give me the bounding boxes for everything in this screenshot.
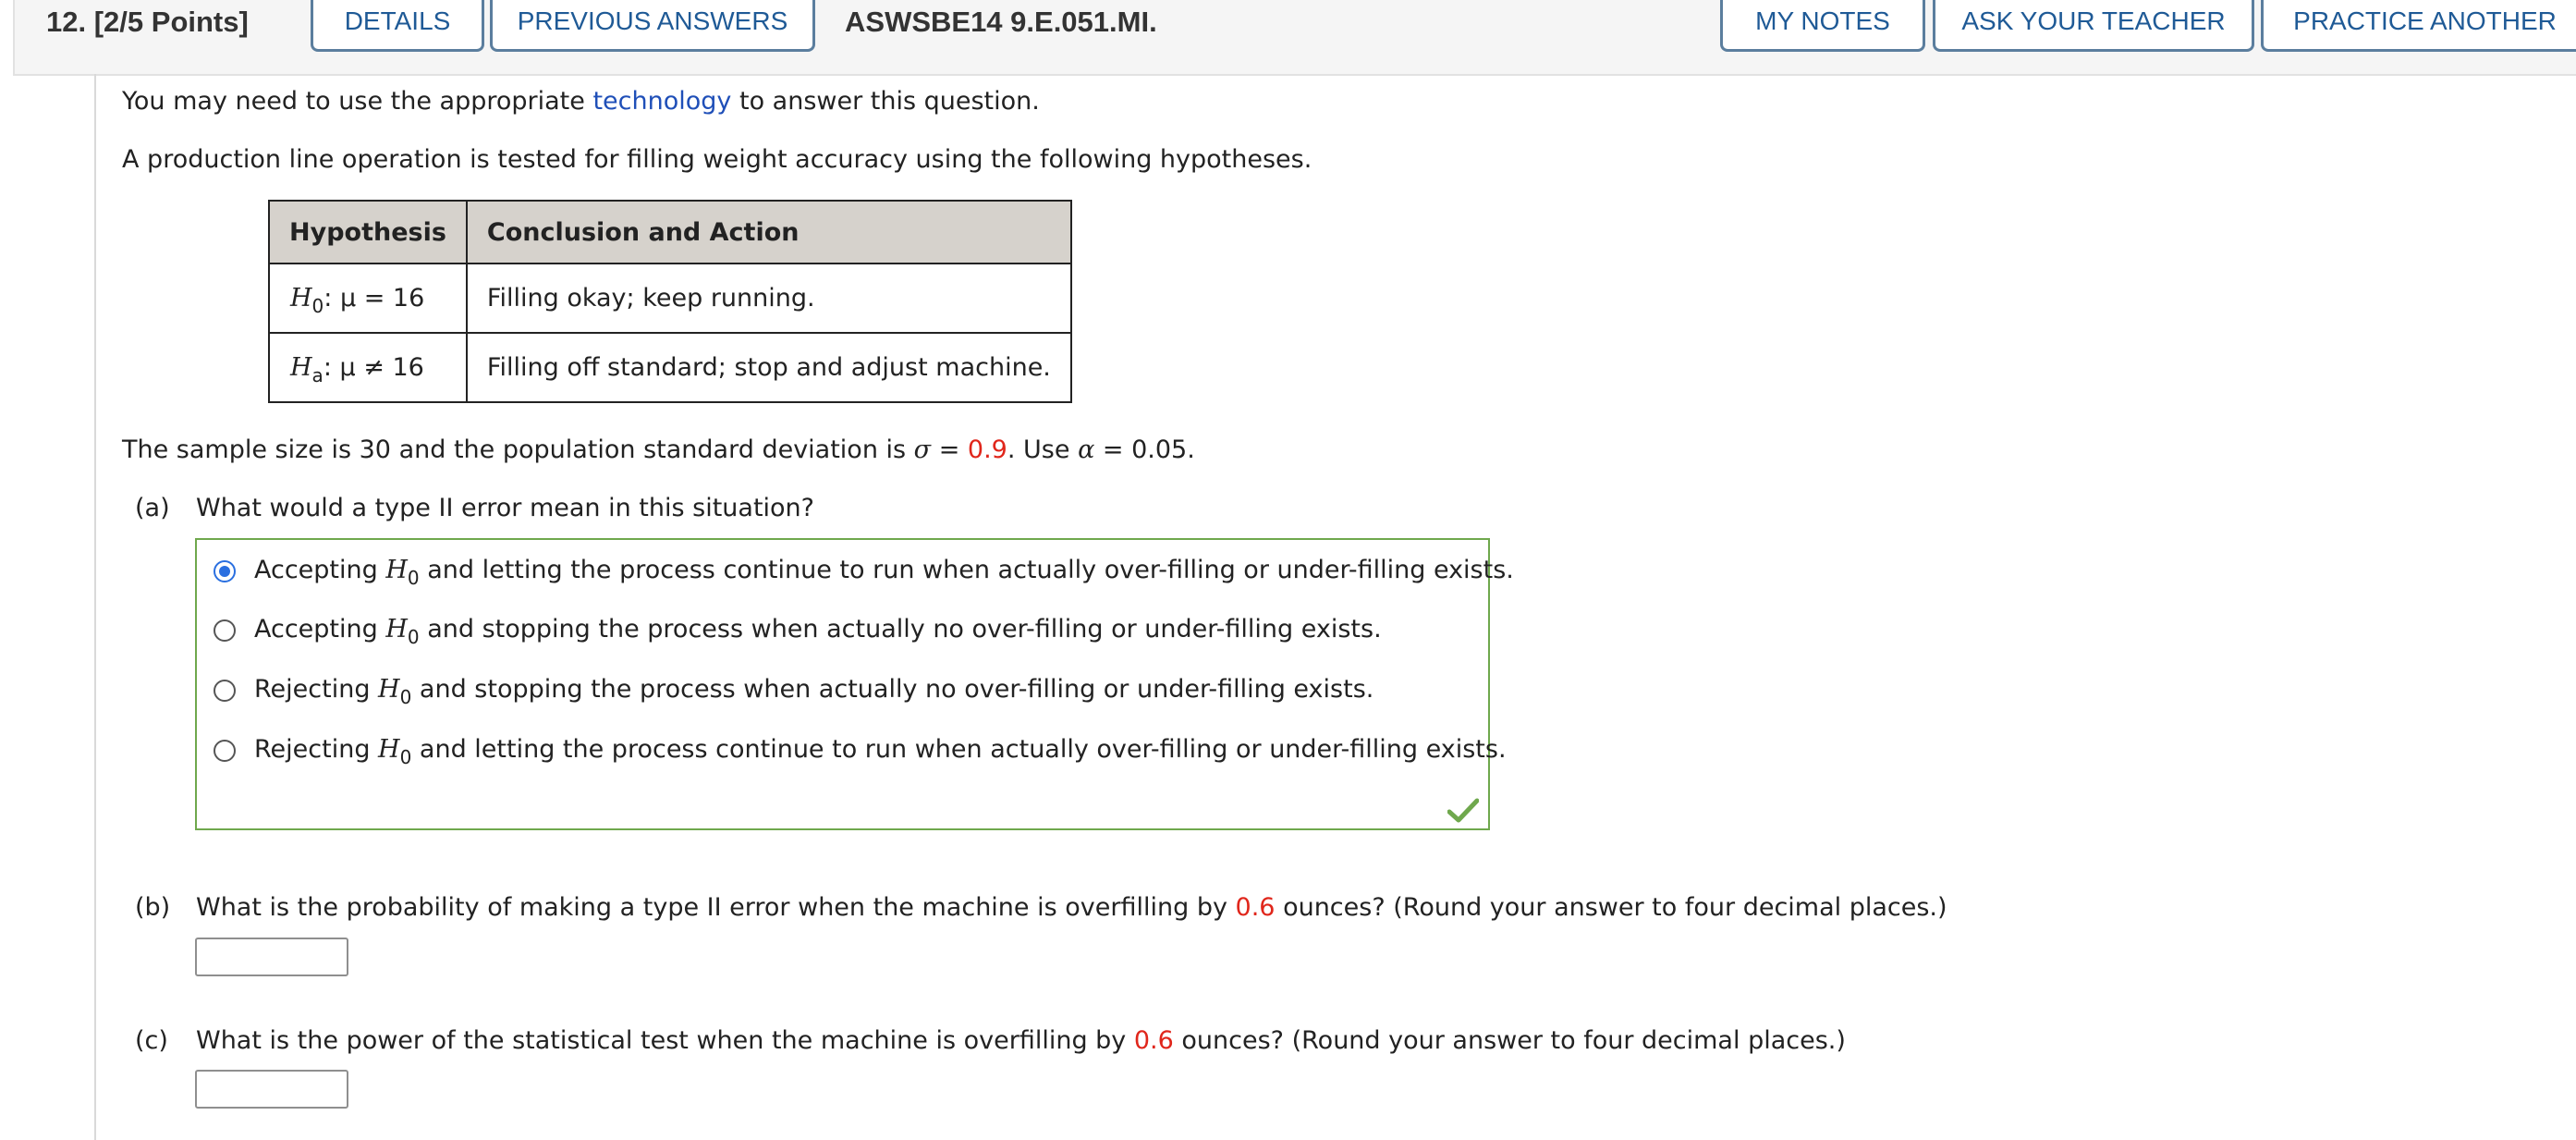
option-h-subscript: 0 — [399, 686, 412, 708]
radio-unselected[interactable] — [214, 680, 236, 702]
table-row — [269, 333, 1071, 402]
sample-info — [122, 434, 1195, 467]
option-h-symbol: H — [378, 675, 400, 704]
option-post: and letting the process continue to run when actually over-filling or under-filling exists. — [411, 735, 1507, 764]
technology-note — [122, 85, 1040, 118]
sigma-symbol: σ — [913, 435, 932, 464]
part-c-value: 0.6 — [1133, 1026, 1174, 1055]
question-points: [2/5 Points] — [93, 6, 249, 38]
sigma-value: 0.9 — [967, 435, 1007, 464]
sigma-equals: = — [931, 435, 968, 464]
table-header-conclusion: Conclusion and Action — [467, 201, 1071, 264]
option-pre: Rejecting — [254, 735, 379, 764]
alpha-symbol: α — [1078, 435, 1095, 464]
action-alternative: Filling off standard; stop and adjust machine. — [467, 333, 1071, 402]
option-pre: Accepting — [254, 615, 386, 644]
question-index: 12. — [46, 6, 87, 38]
part-b-text-after: ounces? (Round your answer to four decimal places.) — [1275, 893, 1947, 922]
problem-code: ASWSBE14 9.E.051.MI. — [845, 6, 1157, 38]
option-h-symbol: H — [385, 615, 408, 644]
part-c-question — [196, 1024, 1846, 1058]
left-divider — [94, 74, 96, 1140]
part-c-text-after: ounces? (Round your answer to four decimal places.) — [1173, 1026, 1846, 1055]
technology-link[interactable]: technology — [592, 87, 732, 116]
details-button[interactable]: DETAILS — [311, 0, 484, 52]
option-pre: Rejecting — [254, 675, 379, 704]
question-number — [46, 6, 249, 39]
part-b-answer-input[interactable] — [195, 938, 348, 976]
part-b-question — [196, 891, 1947, 925]
hypothesis-symbol: H — [290, 353, 312, 382]
problem-statement: A production line operation is tested for filling weight accuracy using the following hypotheses. — [122, 145, 1312, 174]
option-post: and stopping the process when actually no over-filling or under-filling exists. — [411, 675, 1374, 704]
option-h-subscript: 0 — [407, 567, 420, 589]
hypothesis-condition: : μ = 16 — [324, 284, 425, 313]
part-c-text-before: What is the power of the statistical test when the machine is overfilling by — [196, 1026, 1134, 1055]
hypothesis-null — [269, 264, 467, 333]
table-header-hypothesis: Hypothesis — [269, 201, 467, 264]
question-header — [13, 0, 2576, 76]
technology-note-before: You may need to use the appropriate — [122, 87, 593, 116]
option-h-symbol: H — [378, 735, 400, 764]
option-pre: Accepting — [254, 556, 386, 584]
part-c-label: (c) — [135, 1026, 168, 1055]
correct-check-icon — [1447, 797, 1479, 823]
option-h-symbol: H — [385, 556, 408, 584]
table-row — [269, 264, 1071, 333]
part-b-value: 0.6 — [1235, 893, 1276, 922]
previous-answers-button[interactable]: PREVIOUS ANSWERS — [490, 0, 815, 52]
hypothesis-symbol: H — [290, 284, 312, 313]
part-a-label: (a) — [135, 494, 170, 522]
practice-another-button[interactable]: PRACTICE ANOTHER — [2261, 0, 2576, 52]
hypothesis-subscript: a — [311, 364, 324, 386]
option-label — [254, 673, 1373, 706]
radio-selected[interactable] — [214, 560, 236, 582]
option-label — [254, 733, 1507, 766]
option-label — [254, 613, 1382, 646]
hypothesis-table — [268, 200, 1072, 403]
option-post: and stopping the process when actually no over-filling or under-filling exists. — [419, 615, 1382, 644]
option-label — [254, 554, 1514, 587]
part-c-answer-input[interactable] — [195, 1070, 348, 1109]
part-a-options — [195, 538, 1514, 830]
hypothesis-subscript: 0 — [311, 295, 324, 317]
alpha-value: = 0.05. — [1094, 435, 1195, 464]
ask-your-teacher-button[interactable]: ASK YOUR TEACHER — [1933, 0, 2254, 52]
part-b-label: (b) — [135, 893, 171, 922]
radio-unselected[interactable] — [214, 619, 236, 642]
technology-note-after: to answer this question. — [731, 87, 1040, 116]
my-notes-button[interactable]: MY NOTES — [1720, 0, 1925, 52]
hypothesis-alternative — [269, 333, 467, 402]
sample-info-mid: . Use — [1007, 435, 1079, 464]
hypothesis-condition: : μ ≠ 16 — [323, 353, 424, 382]
part-b-text-before: What is the probability of making a type II error when the machine is overfilling by — [196, 893, 1236, 922]
radio-unselected[interactable] — [214, 740, 236, 762]
option-h-subscript: 0 — [407, 626, 420, 648]
option-h-subscript: 0 — [399, 746, 412, 768]
action-null: Filling okay; keep running. — [467, 264, 1071, 333]
part-a-question: What would a type II error mean in this situation? — [196, 494, 815, 522]
option-post: and letting the process continue to run when actually over-filling or under-filling exists. — [419, 556, 1514, 584]
sample-info-before: The sample size is 30 and the population standard deviation is — [122, 435, 914, 464]
table-header-row — [269, 201, 1071, 264]
